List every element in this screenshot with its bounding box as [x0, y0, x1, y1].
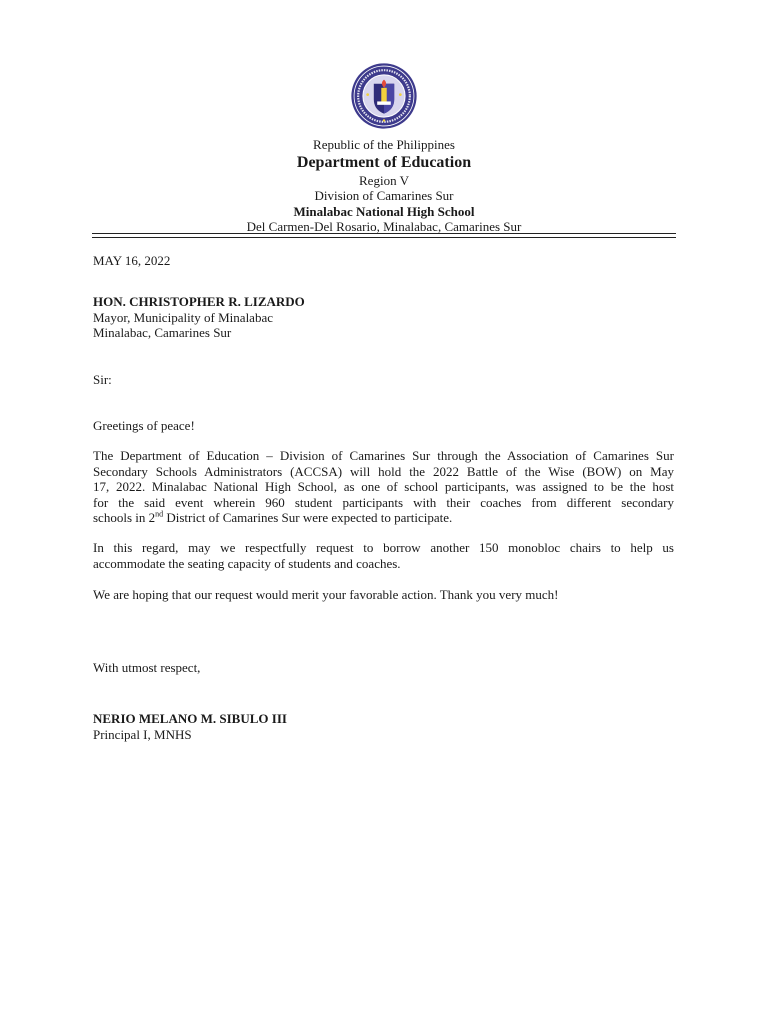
- letterhead-divider-thin: [92, 237, 676, 238]
- school-address: Del Carmen-Del Rosario, Minalabac, Camarines Sur: [246, 219, 522, 234]
- letterhead-divider-thick: [92, 233, 676, 234]
- body-paragraph-2: [93, 540, 674, 571]
- salutation: Sir:: [93, 372, 112, 387]
- paragraph-line: The Department of Education – Division of Camarines Sur through the Association of Camarines Sur: [93, 448, 674, 463]
- paragraph-line: [93, 510, 674, 526]
- ordinal-suffix: nd: [155, 510, 164, 519]
- recipient-address: Minalabac, Camarines Sur: [93, 325, 232, 340]
- division-line: Division of Camarines Sur: [314, 188, 454, 203]
- closing-line: With utmost respect,: [93, 660, 201, 675]
- recipient-title: Mayor, Municipality of Minalabac: [93, 310, 273, 325]
- school-name: Minalabac National High School: [293, 203, 475, 219]
- body-paragraph-3: We are hoping that our request would merit your favorable action. Thank you very much!: [93, 587, 559, 602]
- paragraph-text: schools in 2: [93, 510, 156, 525]
- paragraph-line: for the said event wherein 960 student participants with their coaches from different secondary: [93, 494, 674, 510]
- body-paragraph-1: [93, 448, 674, 526]
- paragraph-line: Secondary Schools Administrators (ACCSA) will hold the 2022 Battle of the Wise (BOW) on May: [93, 463, 674, 479]
- letterhead: [92, 137, 676, 235]
- letter-date: MAY 16, 2022: [93, 253, 171, 268]
- country-line: Republic of the Philippines: [313, 137, 455, 152]
- paragraph-line: accommodate the seating capacity of students and coaches.: [93, 555, 401, 571]
- greeting: Greetings of peace!: [93, 418, 195, 433]
- paragraph-text: District of Camarines Sur were expected to participate.: [163, 510, 453, 525]
- deped-seal-logo: [350, 62, 418, 130]
- signatory-name: NERIO MELANO M. SIBULO III: [93, 711, 287, 726]
- paragraph-line: 17, 2022. Minalabac National High School, as one of school participants, was assigned to be the host: [93, 479, 674, 494]
- signatory-title: Principal I, MNHS: [93, 727, 192, 742]
- paragraph-line: In this regard, may we respectfully request to borrow another 150 monobloc chairs to help us: [93, 540, 674, 555]
- department-title: Department of Education: [296, 153, 472, 171]
- recipient-name: HON. CHRISTOPHER R. LIZARDO: [93, 294, 305, 309]
- region-line: Region V: [359, 172, 409, 188]
